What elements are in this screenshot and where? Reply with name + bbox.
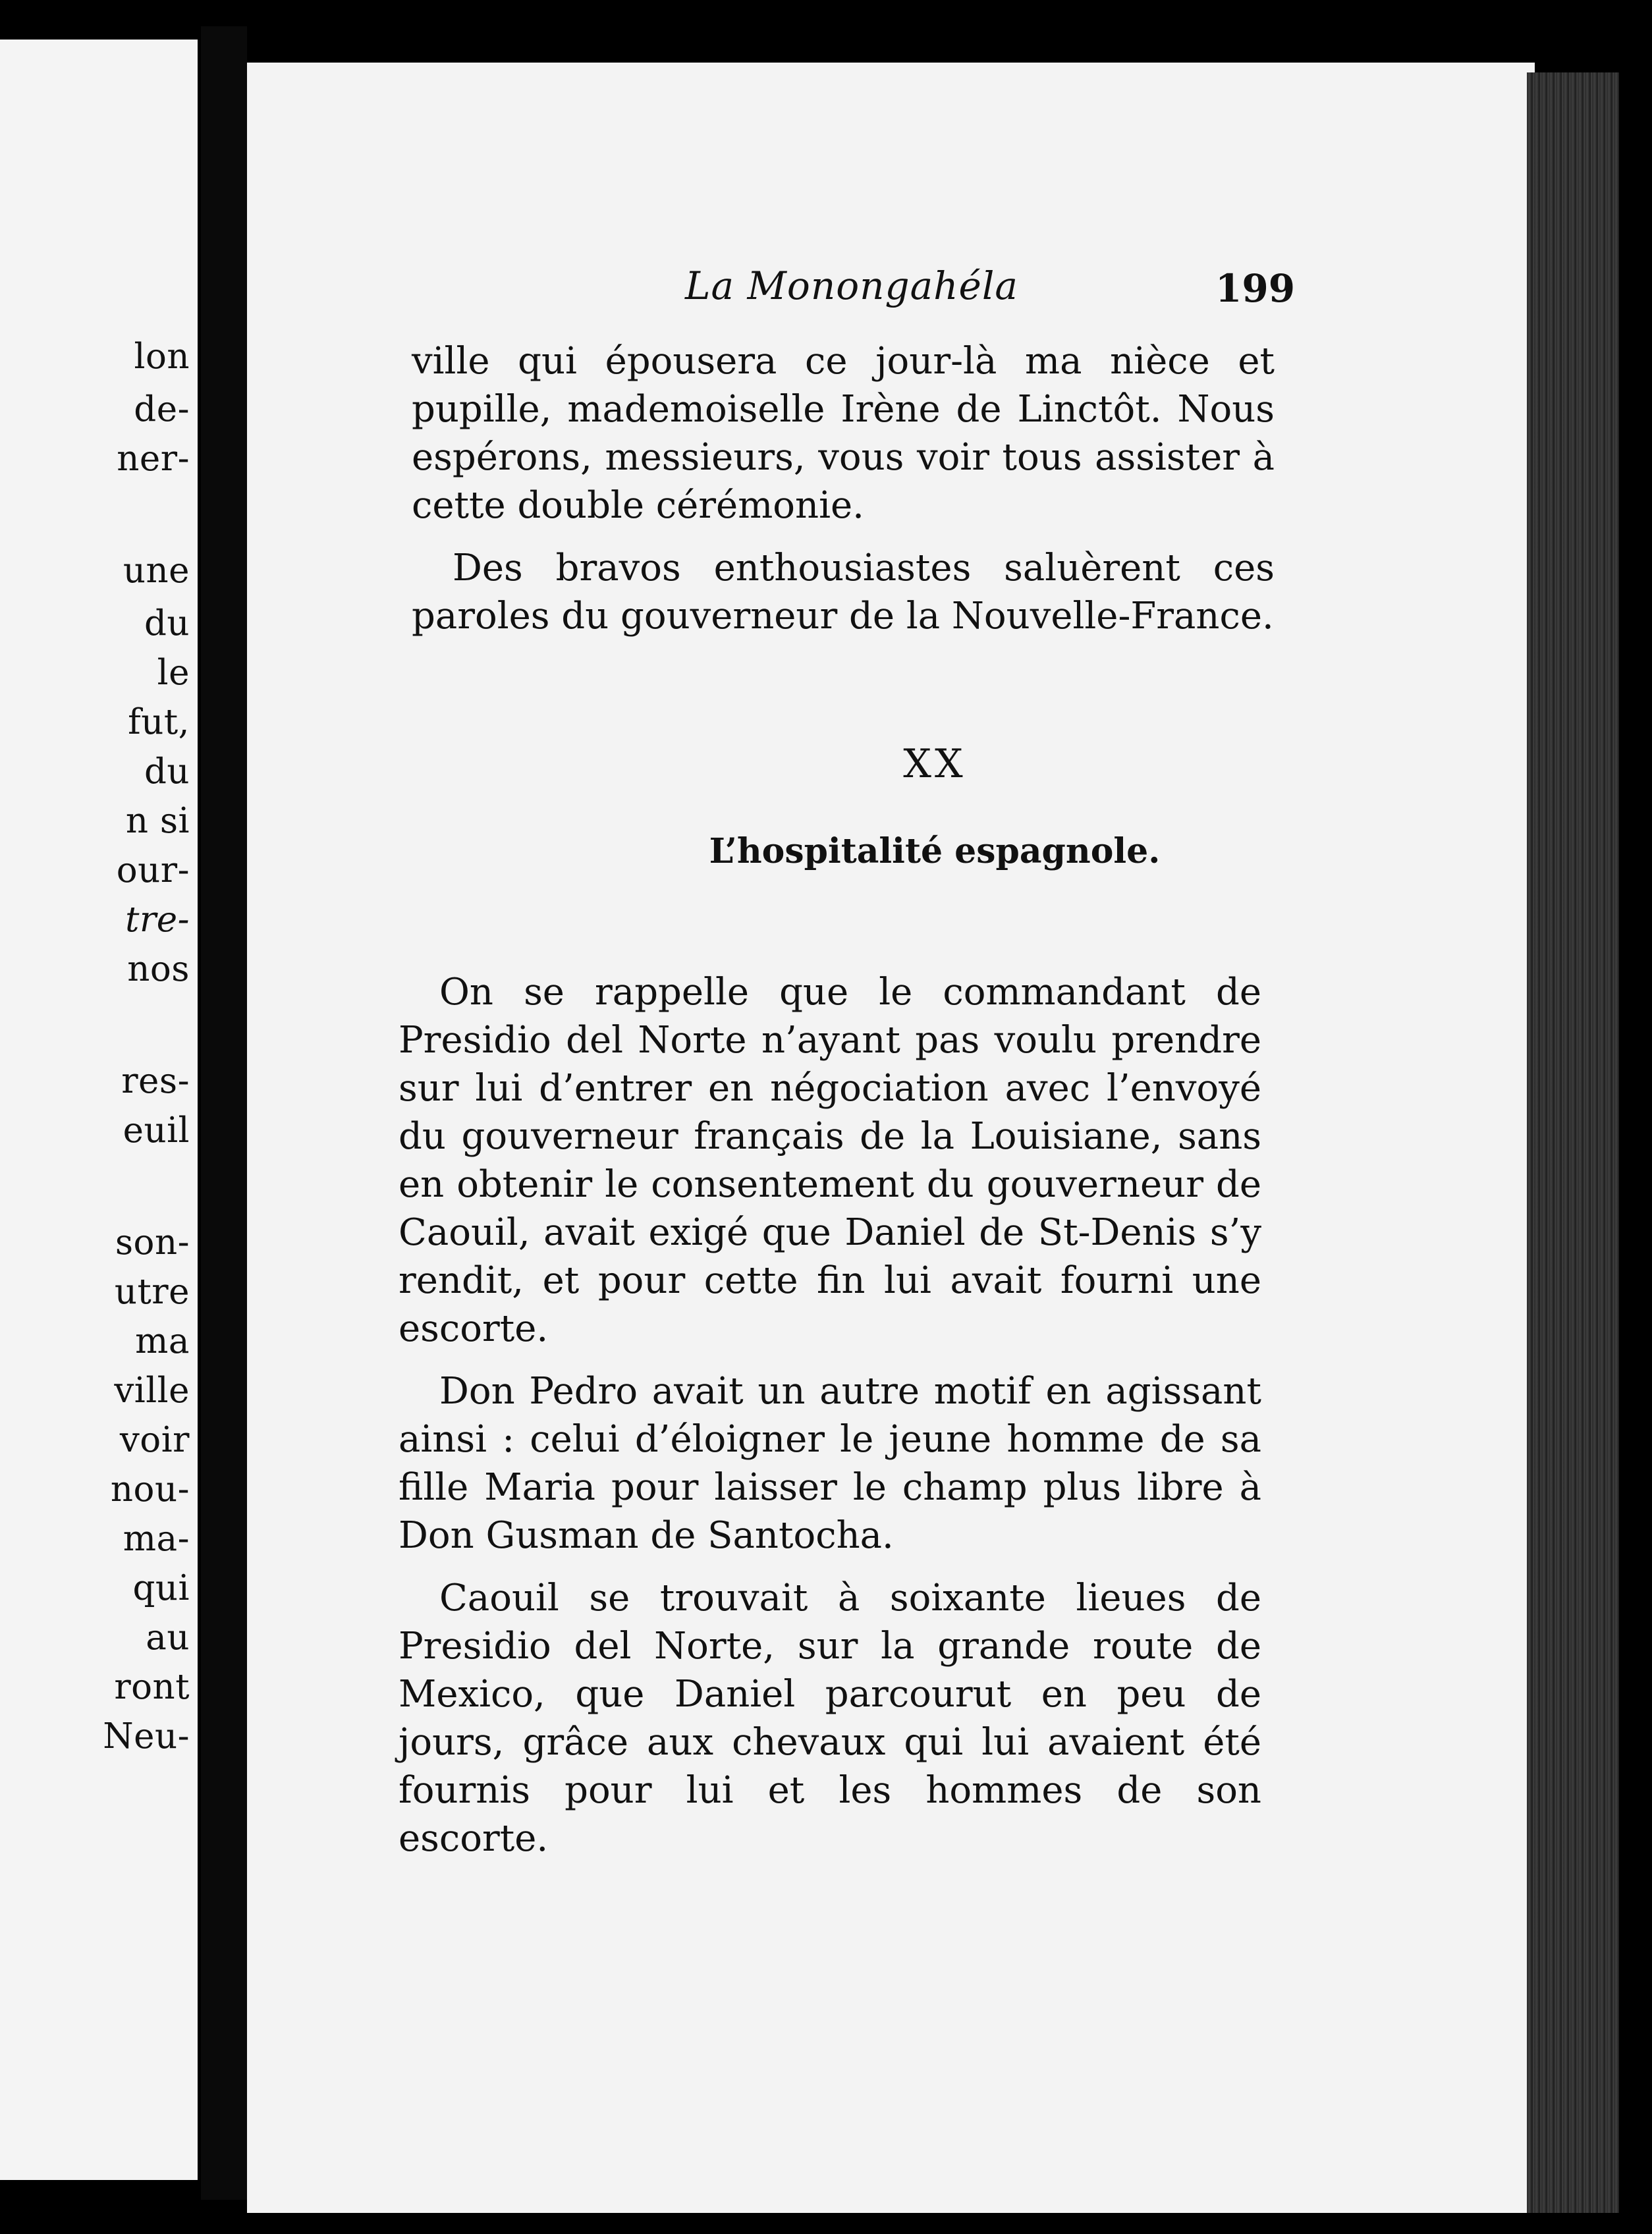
left-fragment: nos xyxy=(127,949,190,989)
left-fragment: nou- xyxy=(110,1469,190,1510)
left-fragment: son- xyxy=(115,1222,190,1263)
left-fragment: our- xyxy=(116,850,190,890)
left-fragment: voir xyxy=(119,1420,190,1460)
chapter-number: XX xyxy=(903,741,966,787)
chapter-title: L’hospitalité espagnole. xyxy=(709,831,1161,871)
left-fragment: utre xyxy=(114,1272,190,1312)
left-fragment: ville xyxy=(114,1371,190,1411)
left-fragment: ner- xyxy=(117,439,190,479)
left-fragment: ma- xyxy=(123,1519,190,1559)
left-fragment: lon xyxy=(134,337,190,377)
left-fragment: tre- xyxy=(125,900,190,940)
left-fragment: une xyxy=(123,551,190,591)
left-fragment: Neu- xyxy=(103,1716,190,1757)
left-fragment: du xyxy=(144,751,190,792)
left-fragment: ront xyxy=(114,1667,190,1707)
continuation-text xyxy=(412,337,1275,655)
page-number: 199 xyxy=(1215,266,1296,311)
left-fragment: de- xyxy=(134,389,190,429)
left-fragment: fut, xyxy=(128,702,190,742)
book-gutter xyxy=(201,26,247,2200)
previous-page-fragment xyxy=(0,40,198,2180)
left-fragment: qui xyxy=(132,1568,190,1608)
left-fragment: res- xyxy=(121,1061,190,1101)
paragraph: Don Pedro avait un autre motif en agissant ainsi : celui d’éloigner le jeune homme de sa fille Maria pour laisser le champ plus libre à Don Gusman de Santocha. xyxy=(399,1370,1261,1557)
left-fragment: au xyxy=(146,1618,190,1658)
chapter-text xyxy=(399,968,1261,1877)
paragraph: Des bravos enthousiastes saluèrent ces paroles du gouverneur de la Nouvelle-France. xyxy=(412,547,1275,638)
paragraph: Caouil se trouvait à soixante lieues de Presidio del Norte, sur la grande route de Mexico, que Daniel parcourut en peu de jours, grâce aux chevaux qui lui avaient été fournis pour lui et les hommes de son escorte. xyxy=(399,1577,1261,1860)
left-fragment: le xyxy=(157,653,190,693)
left-fragment: euil xyxy=(123,1110,190,1151)
paragraph: On se rappelle que le commandant de Presidio del Norte n’ayant pas voulu prendre sur lui d’entrer en négociation avec l’envoyé du gouverneur français de la Louisiane, sans en obtenir le consentement du gouverneur de Caouil, avait exigé que Daniel de St-Denis s’y rendit, et pour cette fin lui avait fourni une escorte. xyxy=(399,971,1261,1350)
left-fragment: ma xyxy=(135,1321,190,1361)
running-title: La Monongahéla xyxy=(685,263,1018,308)
page-edges xyxy=(1527,72,1619,2213)
left-fragment: n si xyxy=(125,801,190,841)
paragraph: ville qui épousera ce jour-là ma nièce et pupille, mademoiselle Irène de Linctôt. Nous espérons, messieurs, vous voir tous assister à cette double cérémonie. xyxy=(412,340,1275,527)
left-fragment: du xyxy=(144,603,190,643)
